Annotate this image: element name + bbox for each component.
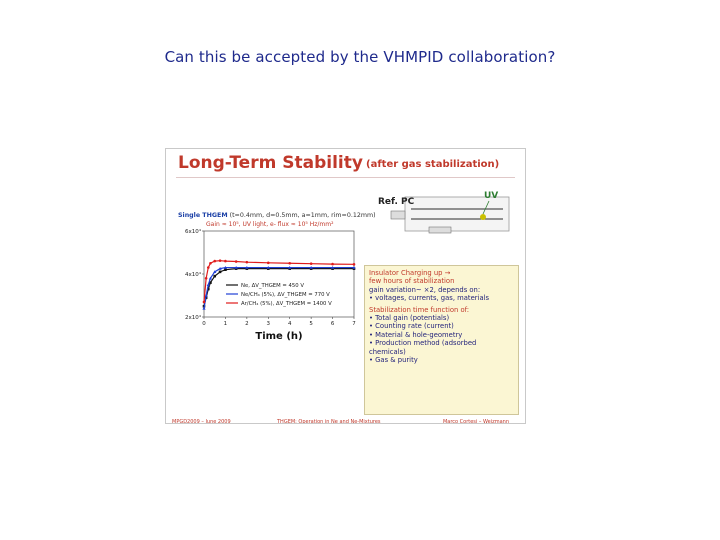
data-point	[267, 262, 270, 265]
conditions-line-2: Gain ≈ 10⁵, UV light, e- flux ≈ 10⁵ Hz/mm²	[206, 221, 334, 228]
data-point	[209, 262, 212, 265]
x-tick-label: 0	[202, 321, 206, 327]
data-point	[310, 262, 313, 265]
data-point	[213, 275, 216, 278]
slide-title: Long-Term Stability	[178, 153, 363, 173]
data-point	[203, 301, 206, 304]
slide-subtitle: (after gas stabilization)	[366, 159, 500, 170]
data-point	[246, 261, 249, 264]
uv-label: UV	[484, 191, 499, 201]
x-tick-label: 7	[352, 321, 356, 327]
data-point	[219, 271, 222, 274]
conditions-line-1	[178, 212, 376, 219]
data-point	[224, 268, 227, 271]
info-line-1: Insulator Charging up →	[369, 269, 451, 277]
data-point	[235, 260, 238, 263]
info-item: • Total gain (potentials)	[369, 314, 450, 323]
stability-chart	[166, 227, 366, 347]
detector-schematic	[371, 187, 521, 247]
x-tick-label: 4	[287, 321, 292, 327]
y-tick-label: 6x10⁴	[185, 229, 201, 235]
connector-box	[391, 211, 405, 219]
y-tick-label: 4x10⁴	[185, 272, 201, 278]
x-tick-label: 3	[266, 321, 271, 327]
connector-box	[429, 227, 451, 233]
y-tick-label: 2x10⁴	[185, 315, 201, 321]
info-line-2: few hours of stabilization	[369, 277, 455, 286]
data-point	[224, 260, 227, 263]
footer-right: Marco Cortesi – Weizmann	[442, 419, 509, 424]
info-item: • Material & hole-geometry	[369, 330, 463, 339]
data-point	[205, 277, 208, 280]
legend-label: Ne, ΔV_THGEM = 450 V	[241, 283, 304, 289]
question-text: Can this be accepted by the VHMPID collaboration?	[164, 48, 556, 66]
info-item: • Gas & purity	[369, 356, 418, 365]
slide-image	[165, 148, 526, 424]
conditions-bold: Single THGEM	[178, 212, 228, 219]
title-divider	[176, 177, 515, 178]
data-point	[331, 263, 334, 266]
legend-label: Ar/CH₄ (5%), ΔV_THGEM = 1400 V	[241, 301, 332, 307]
uv-lamp-icon	[480, 214, 486, 220]
info-item: • Production method (adsorbed chemicals)	[369, 339, 477, 356]
data-point	[353, 263, 356, 266]
data-point	[219, 259, 222, 262]
info-line-5: Stabilization time function of:	[369, 305, 470, 314]
x-tick-label: 6	[330, 321, 335, 327]
footer-center: THGEM: Operation in Ne and Ne-Mixtures	[277, 419, 381, 424]
x-tick-label: 5	[309, 321, 313, 327]
info-line-4: • voltages, currents, gas, materials	[369, 294, 490, 303]
x-tick-label: 2	[245, 321, 249, 327]
x-tick-label: 1	[223, 321, 228, 327]
info-item: • Counting rate (current)	[369, 322, 454, 331]
data-point	[207, 266, 210, 269]
info-box	[364, 265, 519, 415]
data-point	[213, 260, 216, 263]
legend-label: Ne/CH₄ (5%), ΔV_THGEM = 770 V	[241, 292, 330, 298]
footer-left: MPGD2009 – June 2009	[172, 419, 231, 424]
x-axis-label: Time (h)	[255, 331, 303, 342]
detector-frame	[405, 197, 509, 231]
info-line-3: gain variation~ ×2, depends on:	[369, 285, 481, 294]
data-point	[288, 262, 291, 265]
ref-pc-label: Ref. PC	[378, 197, 415, 207]
conditions-geometry: (t=0.4mm, d=0.5mm, a=1mm, rim=0.12mm)	[229, 212, 376, 219]
